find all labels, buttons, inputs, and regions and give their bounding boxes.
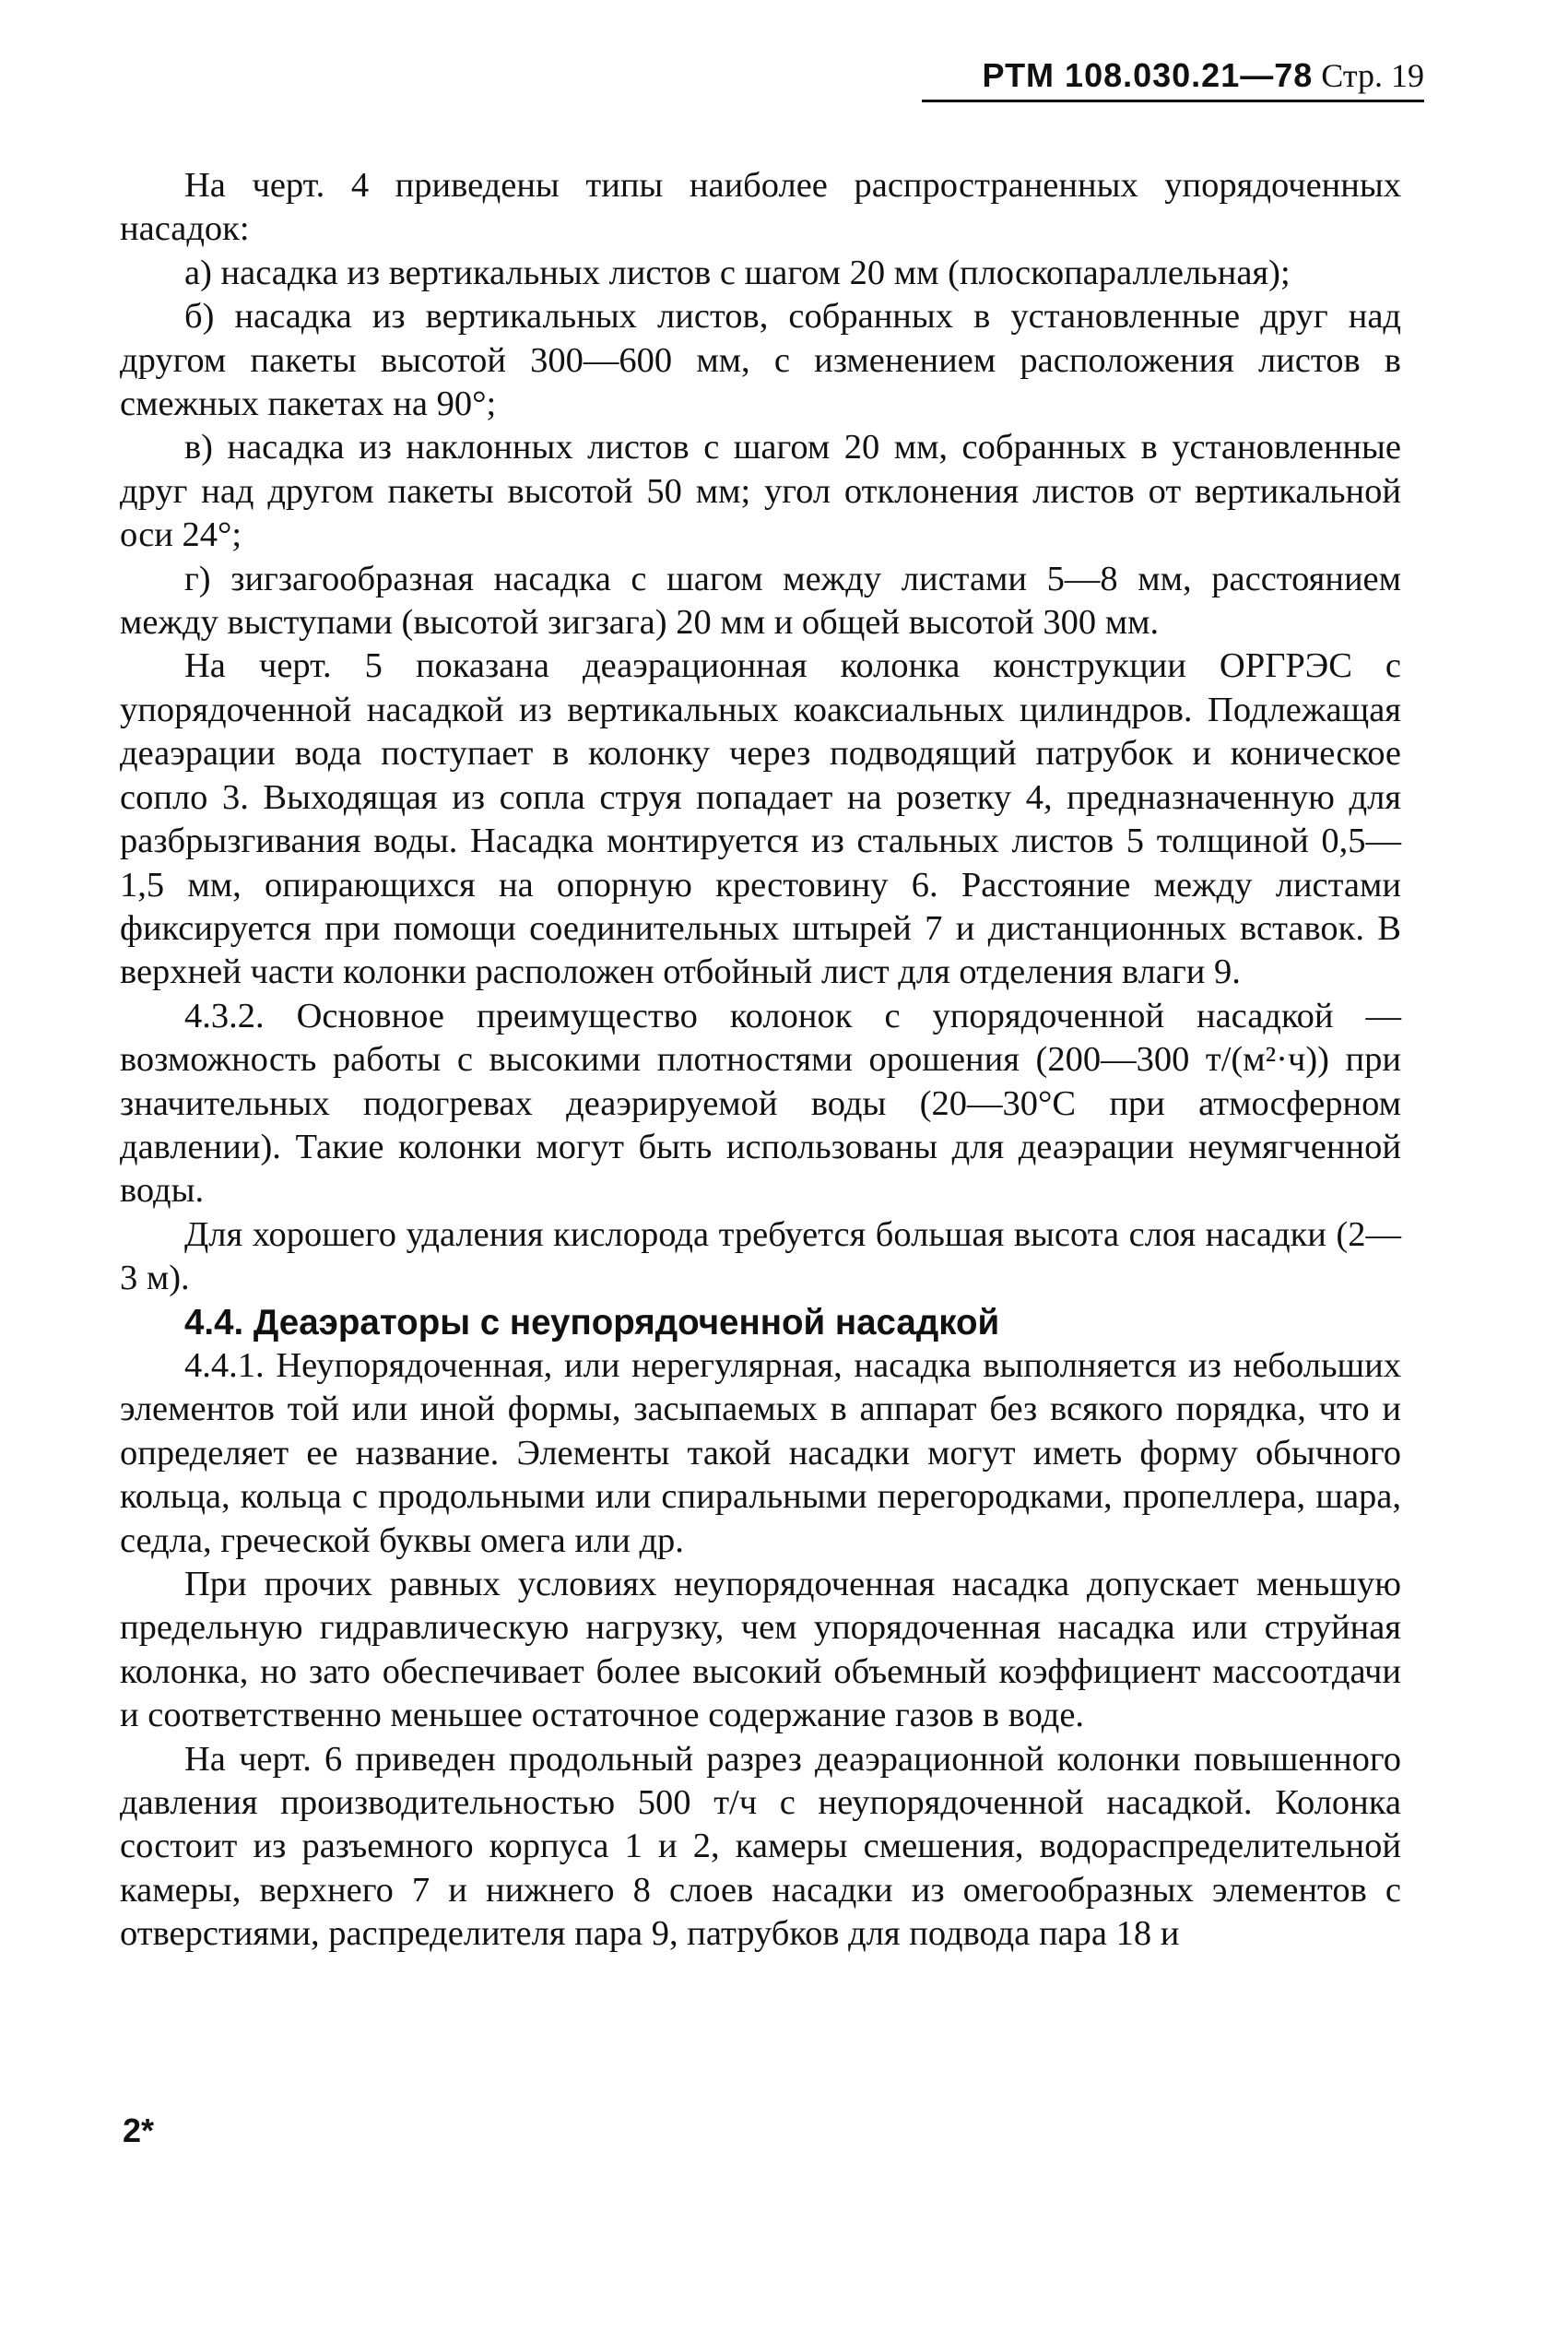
document-number: РТМ 108.030.21—78: [982, 56, 1314, 94]
list-item-g: г) зигзагообразная насадка с шагом между листами 5—8 мм, расстоянием между выступами (высотой зигзага) 20 мм и общей высотой 300 мм.: [120, 559, 1401, 643]
page-number: Стр. 19: [1321, 57, 1424, 94]
paragraph: На черт. 4 приведены типы наиболее распространенных упорядоченных насадок:: [120, 166, 1401, 249]
list-item-v: в) насадка из наклонных листов с шагом 20 мм, собранных в установленные друг над другом пакеты высотой 50 мм; угол отклонения листов от вертикальной оси 24°;: [120, 428, 1401, 555]
page-header: [922, 55, 1424, 102]
paragraph-4-4-1: 4.4.1. Неупорядоченная, или нерегулярная, насадка выполняется из небольших элементов той или иной формы, засыпаемых в аппарат без всякого порядка, что и определяет ее название. Элементы такой насадки могут иметь форму обычного кольца, кольца с продольными или спиральными перегородками, пропеллера, шара, седла, греческой буквы омега или др.: [120, 1345, 1401, 1560]
paragraph: При прочих равных условиях неупорядоченная насадка допускает меньшую предельную гидравлическую нагрузку, чем упорядоченная насадка или струйная колонка, но зато обеспечивает более высокий объемный коэффициент массоотдачи и соответственно меньшее остаточное содержание газов в воде.: [120, 1565, 1401, 1735]
paragraph: На черт. 5 показана деаэрационная колонка конструкции ОРГРЭС с упорядоченной насадкой из вертикальных коаксиальных цилиндров. Подлежащая деаэрации вода поступает в колонку через подводящий патрубок и коническое сопло 3. Выходящая из сопла струя попадает на розетку 4, предназначенную для разбрызгивания воды. Насадка монтируется из стальных листов 5 толщиной 0,5—1,5 мм, опирающихся на опорную крестовину 6. Расстояние между листами фиксируется при помощи соединительных штырей 7 и дистанционных вставок. В верхней части колонки расположен отбойный лист для отделения влаги 9.: [120, 646, 1401, 992]
paragraph-4-3-2: 4.3.2. Основное преимущество колонок с упорядоченной насадкой — возможность работы с высокими плотностями орошения (200—300 т/(м²·ч)) при значительных подогревах деаэрируемой воды (20—30°С при атмосферном давлении). Такие колонки могут быть использованы для деаэрации неумягченной воды.: [120, 996, 1401, 1211]
list-item-a: а) насадка из вертикальных листов с шагом 20 мм (плоскопараллельная);: [184, 253, 1291, 292]
paragraph: На черт. 6 приведен продольный разрез деаэрационной колонки повышенного давления производительностью 500 т/ч с неупорядоченной насадкой. Колонка состоит из разъемного корпуса 1 и 2, камеры смешения, водораспределительной камеры, верхнего 7 и нижнего 8 слоев насадки из омегообразных элементов с отверстиями, распределителя пара 9, патрубков для подвода пара 18 и: [120, 1739, 1401, 1954]
paragraph: Для хорошего удаления кислорода требуется большая высота слоя насадки (2—3 м).: [120, 1214, 1401, 1298]
signature-mark: 2*: [123, 2111, 155, 2149]
section-heading: 4.4. Деаэраторы с неупорядоченной насадкой: [184, 1302, 1000, 1343]
document-body: [120, 164, 1401, 1957]
list-item-b: б) насадка из вертикальных листов, собранных в установленные друг над другом пакеты высотой 300—600 мм, с изменением расположения листов в смежных пакетах на 90°;: [120, 297, 1401, 424]
